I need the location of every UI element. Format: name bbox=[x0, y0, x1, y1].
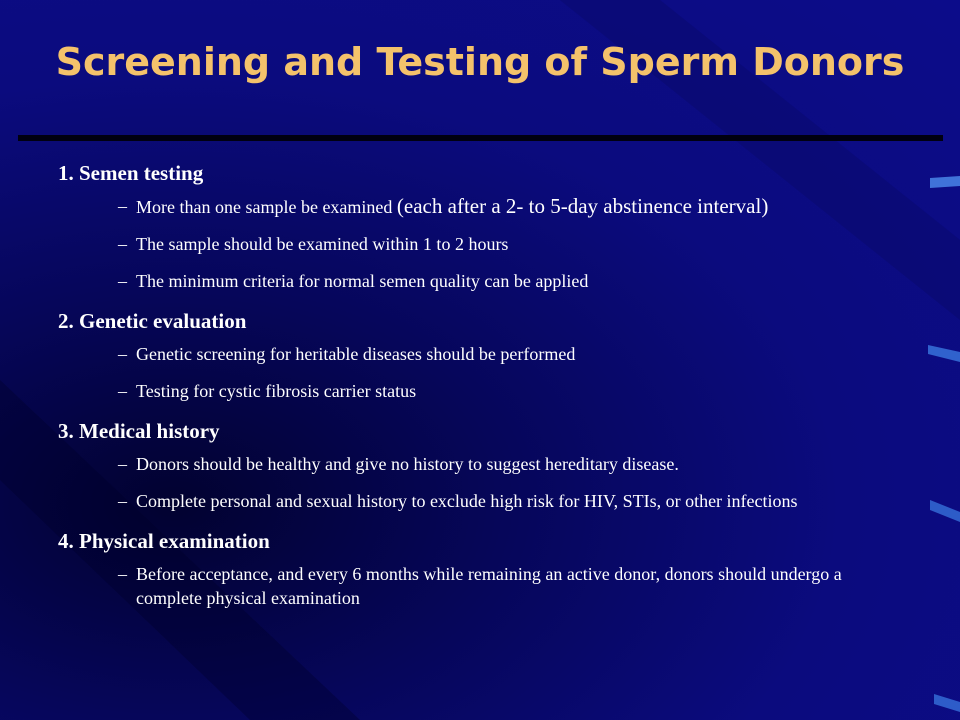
bullet-text: More than one sample be examined bbox=[136, 197, 397, 217]
bullet-text: Complete personal and sexual history to exclude high risk for HIV, STIs, or other infections bbox=[136, 491, 798, 511]
bullet-marker: – bbox=[118, 271, 127, 291]
section-heading: 3. Medical history bbox=[58, 419, 220, 443]
bullet-marker: – bbox=[118, 196, 127, 216]
title-divider bbox=[18, 135, 943, 141]
bullet-marker: – bbox=[118, 564, 127, 584]
section-heading: 2. Genetic evaluation bbox=[58, 309, 247, 333]
list-item bbox=[58, 379, 888, 403]
bullet-marker: – bbox=[118, 344, 127, 364]
bullet-text: The minimum criteria for normal semen quality can be applied bbox=[136, 271, 589, 291]
bullet-marker: – bbox=[118, 381, 127, 401]
list-item bbox=[58, 452, 888, 476]
section-heading: 4. Physical examination bbox=[58, 529, 270, 553]
list-item bbox=[58, 489, 888, 513]
slide-title: Screening and Testing of Sperm Donors bbox=[55, 40, 905, 84]
bullet-marker: – bbox=[118, 454, 127, 474]
bullet-list bbox=[58, 452, 888, 513]
bullet-marker: – bbox=[118, 491, 127, 511]
list-item bbox=[58, 269, 888, 293]
bullet-text: Before acceptance, and every 6 months while remaining an active donor, donors should undergo a complete physical examination bbox=[136, 564, 842, 608]
section-genetic-evaluation bbox=[58, 306, 888, 403]
bullet-text-large: (each after a 2- to 5-day abstinence interval) bbox=[396, 194, 769, 218]
list-item bbox=[58, 342, 888, 366]
section-semen-testing bbox=[58, 158, 888, 293]
bullet-list bbox=[58, 562, 888, 610]
section-heading: 1. Semen testing bbox=[58, 161, 204, 185]
slide-content bbox=[58, 158, 888, 623]
section-physical-examination bbox=[58, 526, 888, 610]
bullet-text: Testing for cystic fibrosis carrier status bbox=[136, 381, 417, 401]
section-medical-history bbox=[58, 416, 888, 513]
bullet-text: The sample should be examined within 1 to 2 hours bbox=[136, 234, 509, 254]
bullet-text: Genetic screening for heritable diseases should be performed bbox=[136, 344, 576, 364]
bullet-marker: – bbox=[118, 234, 127, 254]
bullet-list bbox=[58, 194, 888, 293]
bullet-list bbox=[58, 342, 888, 403]
bullet-text: Donors should be healthy and give no history to suggest hereditary disease. bbox=[136, 454, 679, 474]
list-item bbox=[58, 194, 888, 219]
list-item bbox=[58, 232, 888, 256]
list-item bbox=[58, 562, 888, 610]
